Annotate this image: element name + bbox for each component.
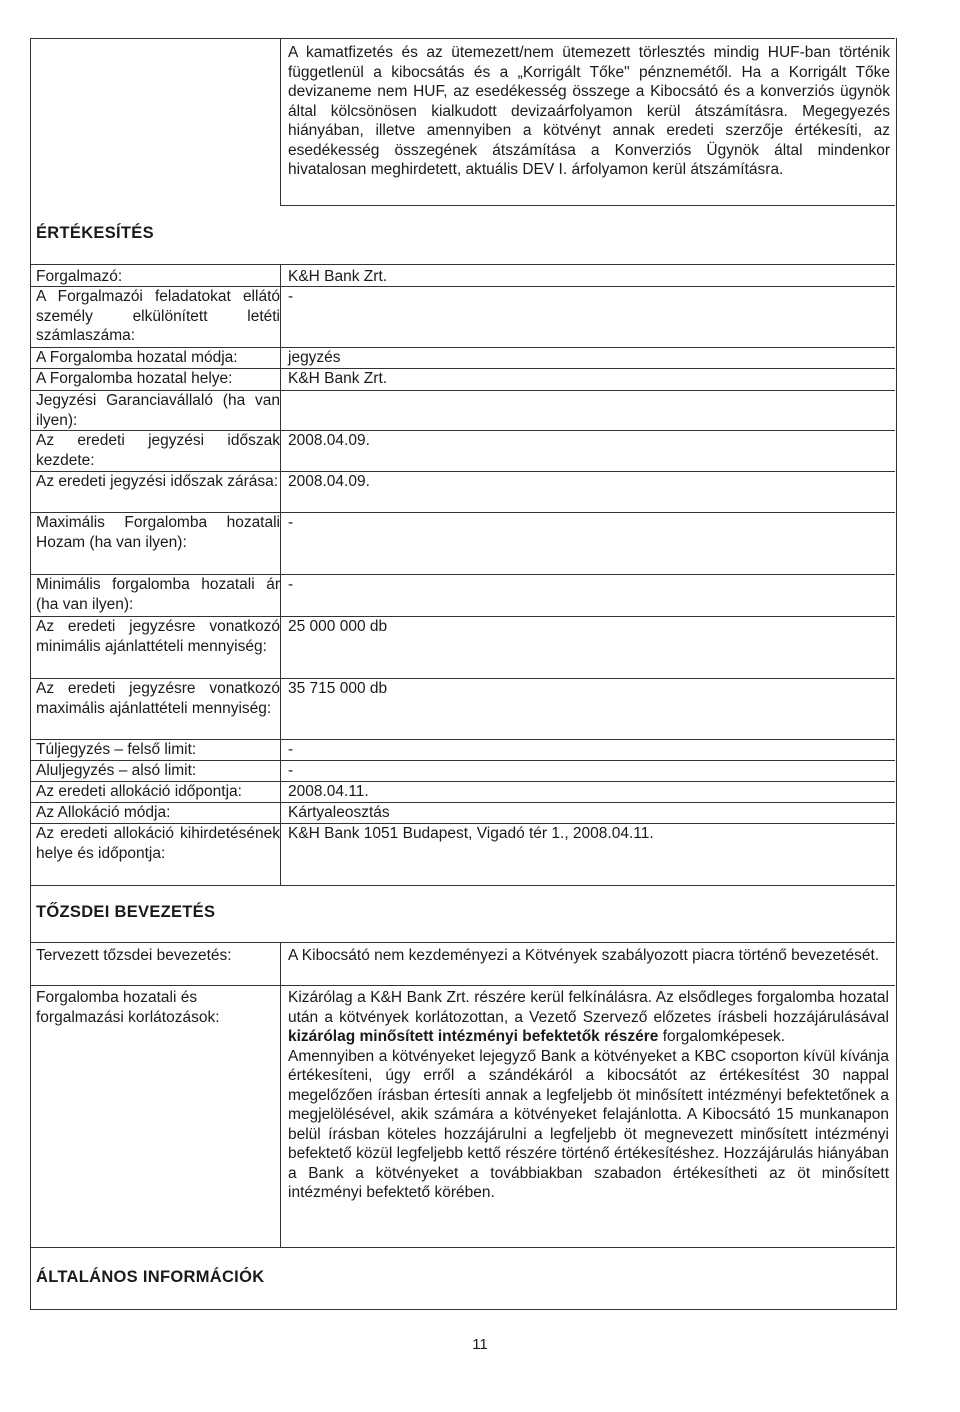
table-row — [30, 617, 895, 656]
table-row — [30, 740, 895, 760]
divider — [30, 1247, 895, 1248]
row-label: A Forgalomba hozatal helye: — [36, 370, 233, 387]
table-row — [30, 803, 895, 823]
row-value: 2008.04.11. — [288, 783, 369, 800]
row-label: Minimális forgalomba hozatali ár (ha van ilyen): — [36, 576, 280, 613]
row-label: Az eredeti allokáció kihirdetésének helye és időpontja: — [36, 825, 280, 862]
table-row — [30, 761, 895, 781]
section-heading-ertekesites: ÉRTÉKESÍTÉS — [36, 224, 154, 242]
divider — [30, 885, 895, 886]
row-label: Az eredeti allokáció időpontja: — [36, 783, 242, 800]
row-label: Jegyzési Garanciavállaló (ha van ilyen): — [36, 392, 280, 429]
table-row — [30, 824, 895, 863]
restriction-text-part2: forgalomképesek. — [658, 1028, 786, 1045]
frame-top-border — [30, 38, 895, 39]
row-value: 2008.04.09. — [288, 473, 370, 490]
table-row — [30, 988, 895, 1203]
divider — [30, 942, 895, 943]
row-value: - — [288, 741, 294, 758]
row-value: K&H Bank Zrt. — [288, 268, 388, 285]
row-value: 35 715 000 db — [288, 680, 388, 697]
row-value: - — [288, 514, 294, 531]
table-row — [30, 369, 895, 389]
table-row — [30, 267, 895, 287]
intro-paragraph: A kamatfizetés és az ütemezett/nem ütemezett törlesztés mindig HUF-ban történik függetlenül a kibocsátás és a „Korrigált Tőke" pénznemétől. Ha a Korrigált Tőke devizaneme nem HUF, az esedékesség összege a Kibocsátó és a konverziós ügynök által kölcsönösen kialkudott devizaárfolyamon kerül átszámításra. Megegyezés hiányában, illetve amennyiben a kötvényt annak eredeti szerzője értékesíti, az esedékesség összegének átszámítása a Konverziós Ügynök által mindenkor hivatalosan meghirdetett, aktuális DEV I. árfolyamon kerül átszámításra. — [288, 44, 890, 178]
row-label: Az eredeti jegyzésre vonatkozó minimális ajánlattételi mennyiség: — [36, 618, 280, 655]
restriction-paragraph-2: Amennyiben a kötvényeket lejegyző Bank a kötvényeket a KBC csoporton kívül kívánja értékesíteni, úgy erről a szándékáról a kibocsátót az értékesítést 30 nappal megelőzően írásban értesíti annak a legfeljebb öt minősített intézményi befektetőnek a megjelölésével, akik számára a kötvényeket felajánlotta. A Kibocsátó 15 munkanapon belül írásban köteles hozzájárulni a legfeljebb öt megnevezett minősített intézményi befektető közül legfeljebb kettő részére történő értékesítéshez. Hozzájárulás hiányában a Bank a kötvényeket a továbbiakban szabadon értékesítheti az öt minősített intézményi befektető körében. — [288, 1047, 889, 1201]
row-label: Túljegyzés – felső limit: — [36, 741, 197, 758]
column-divider — [280, 38, 281, 205]
row-label: Aluljegyzés – alsó limit: — [36, 762, 197, 779]
row-value — [280, 988, 895, 1203]
restriction-text-part1: Kizárólag a K&H Bank Zrt. részére kerül felkínálásra. Az elsődleges forgalomba hozatal után a kötvények korlátozottan, a Vezető Szervező előzetes írásbeli hozzájárulásával — [288, 989, 889, 1026]
restriction-bold-text: kizárólag minősített intézményi befektetők részére — [288, 1028, 659, 1045]
column-divider — [280, 942, 281, 1247]
section-heading-tozsdei: TŐZSDEI BEVEZETÉS — [36, 903, 216, 921]
row-value: K&H Bank Zrt. — [288, 370, 388, 387]
table-row — [30, 391, 895, 430]
row-value — [280, 391, 895, 430]
table-row — [30, 348, 895, 368]
column-divider — [280, 264, 281, 885]
row-value: - — [288, 762, 294, 779]
row-value: 25 000 000 db — [288, 618, 388, 635]
row-label: Tervezett tőzsdei bevezetés: — [36, 947, 232, 964]
row-label: Az eredeti jegyzésre vonatkozó maximális ajánlattételi mennyiség: — [36, 680, 280, 717]
table-row — [30, 782, 895, 802]
row-label: Az eredeti jegyzési időszak kezdete: — [36, 432, 280, 469]
row-label: A Forgalmazói feladatokat ellátó személy elkülönített letéti számlaszáma: — [36, 288, 280, 344]
divider — [30, 264, 895, 265]
table-row — [30, 513, 895, 552]
row-label: A Forgalomba hozatal módja: — [36, 349, 238, 366]
row-value: 2008.04.09. — [288, 432, 370, 449]
divider — [30, 985, 895, 986]
row-label: Forgalmazó: — [36, 268, 123, 285]
page-number: 11 — [472, 1336, 488, 1353]
table-row — [30, 431, 895, 470]
row-label: Forgalomba hozatali és forgalmazási korlátozások: — [36, 989, 220, 1026]
row-value: A Kibocsátó nem kezdeményezi a Kötvények szabályozott piacra történő bevezetését. — [288, 947, 880, 964]
table-row — [30, 287, 895, 346]
row-label: Az eredeti jegyzési időszak zárása: — [36, 473, 279, 490]
row-value: Kártyaleosztás — [288, 804, 390, 821]
row-label: Maximális Forgalomba hozatali Hozam (ha van ilyen): — [36, 514, 280, 551]
intro-bottom-border — [280, 205, 895, 206]
row-value: - — [288, 288, 294, 305]
table-row — [30, 946, 895, 966]
table-row — [30, 472, 895, 492]
row-label: Az Allokáció módja: — [36, 804, 171, 821]
row-value: jegyzés — [288, 349, 341, 366]
table-row — [30, 679, 895, 718]
row-value: - — [288, 576, 294, 593]
section-heading-altalanos: ÁLTALÁNOS INFORMÁCIÓK — [36, 1268, 265, 1286]
table-row — [30, 575, 895, 614]
row-value: K&H Bank 1051 Budapest, Vigadó tér 1., 2008.04.11. — [288, 825, 654, 842]
